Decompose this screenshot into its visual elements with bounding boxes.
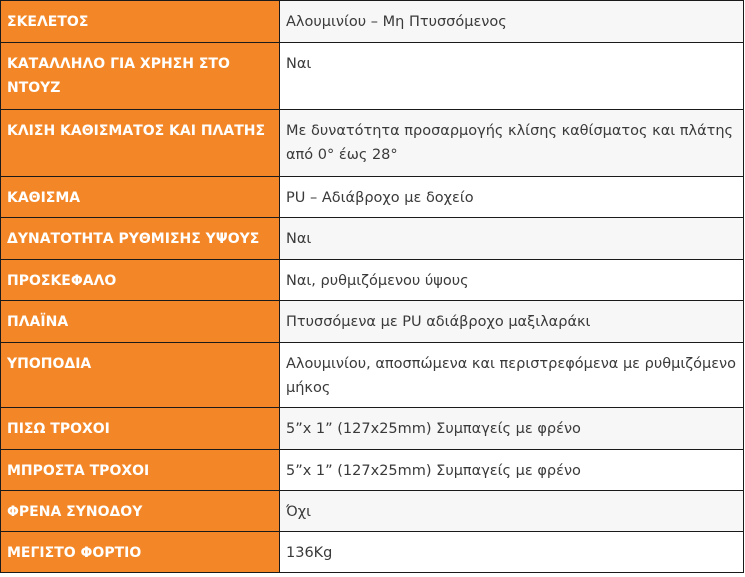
table-row — [1, 532, 744, 573]
table-row — [1, 260, 744, 301]
spec-label: ΚΑΘΙΣΜΑ — [7, 190, 81, 206]
spec-label-cell — [1, 450, 280, 491]
spec-value: PU – Αδιάβροχο με δοχείο — [286, 190, 474, 206]
spec-value-cell — [280, 1, 744, 43]
spec-label-cell — [1, 260, 280, 301]
spec-value-cell — [280, 43, 744, 110]
spec-label-cell — [1, 177, 280, 218]
spec-label-cell — [1, 491, 280, 532]
spec-value-cell — [280, 532, 744, 573]
spec-label-cell — [1, 1, 280, 43]
spec-value-cell — [280, 450, 744, 491]
spec-value: Πτυσσόμενα με PU αδιάβροχο μαξιλαράκι — [286, 314, 591, 330]
table-row — [1, 177, 744, 218]
spec-value-cell — [280, 301, 744, 343]
spec-value-cell — [280, 408, 744, 450]
table-row — [1, 343, 744, 408]
spec-label: ΚΛΙΣΗ ΚΑΘΙΣΜΑΤΟΣ ΚΑΙ ΠΛΑΤΗΣ — [7, 123, 266, 139]
spec-value-cell — [280, 218, 744, 260]
spec-label-cell — [1, 110, 280, 177]
spec-value: Όχι — [286, 504, 312, 520]
spec-label-cell — [1, 43, 280, 110]
table-row — [1, 110, 744, 177]
spec-value: Αλουμινίου – Μη Πτυσσόμενος — [286, 14, 507, 30]
spec-label: ΠΡΟΣΚΕΦΑΛΟ — [7, 273, 117, 289]
spec-label-cell — [1, 532, 280, 573]
spec-value-cell — [280, 110, 744, 177]
spec-value: 5”x 1” (127x25mm) Συμπαγείς με φρένο — [286, 421, 581, 437]
table-row — [1, 43, 744, 110]
spec-label: ΥΠΟΠΟΔΙΑ — [7, 356, 92, 372]
spec-label: ΚΑΤΑΛΛΗΛΟ ΓΙΑ ΧΡΗΣΗ ΣΤΟ ΝΤΟΥΖ — [7, 56, 230, 96]
spec-value: Με δυνατότητα προσαρμογής κλίσης καθίσματος και πλάτης από 0° έως 28° — [286, 123, 734, 163]
spec-label-cell — [1, 343, 280, 408]
spec-value: 5”x 1” (127x25mm) Συμπαγείς με φρένο — [286, 463, 581, 479]
spec-value: Ναι — [286, 231, 312, 247]
spec-label: ΠΙΣΩ ΤΡΟΧΟΙ — [7, 421, 110, 437]
spec-label: ΜΕΓΙΣΤΟ ΦΟΡΤΙΟ — [7, 545, 142, 561]
spec-label: ΔΥΝΑΤΟΤΗΤΑ ΡΥΘΜΙΣΗΣ ΥΨΟΥΣ — [7, 231, 260, 247]
spec-value-cell — [280, 177, 744, 218]
spec-value: Ναι, ρυθμιζόμενου ύψους — [286, 273, 469, 289]
table-row — [1, 491, 744, 532]
spec-value-cell — [280, 343, 744, 408]
table-row — [1, 301, 744, 343]
spec-label-cell — [1, 408, 280, 450]
spec-label-cell — [1, 218, 280, 260]
spec-value: 136Kg — [286, 545, 333, 561]
table-row — [1, 450, 744, 491]
table-row — [1, 408, 744, 450]
spec-label: ΣΚΕΛΕΤΟΣ — [7, 14, 89, 30]
table-row — [1, 1, 744, 43]
table-row — [1, 218, 744, 260]
spec-value-cell — [280, 491, 744, 532]
spec-value: Αλουμινίου, αποσπώμενα και περιστρεφόμενα με ρυθμιζόμενο μήκος — [286, 356, 737, 396]
spec-value: Ναι — [286, 56, 312, 72]
spec-label: ΠΛΑΪΝΑ — [7, 314, 69, 330]
spec-label-cell — [1, 301, 280, 343]
spec-label: ΜΠΡΟΣΤΑ ΤΡΟΧΟΙ — [7, 463, 150, 479]
spec-value-cell — [280, 260, 744, 301]
spec-label: ΦΡΕΝΑ ΣΥΝΟΔΟΥ — [7, 504, 143, 520]
specifications-table-body — [1, 1, 744, 573]
